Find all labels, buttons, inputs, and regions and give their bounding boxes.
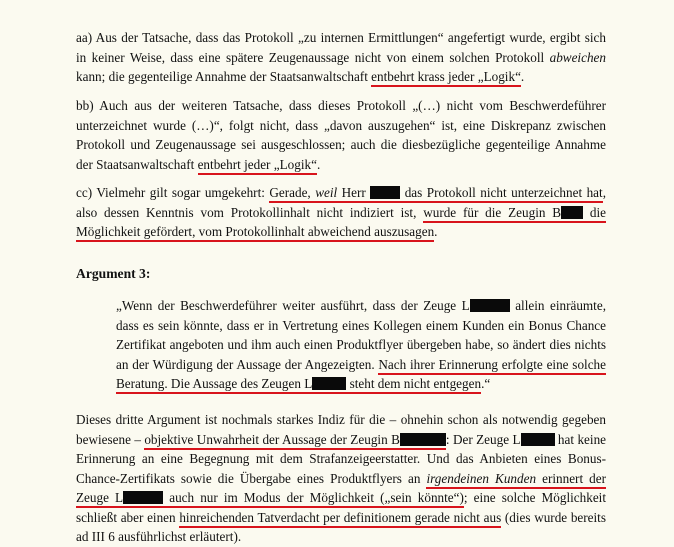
text: . [520, 69, 525, 84]
redaction-bar [521, 433, 555, 446]
text: Gerade, [269, 185, 316, 200]
redaction-bar [400, 433, 446, 446]
underlined-italic-text: irgendeinen Kunden [426, 471, 536, 489]
text: Dieses dritte Argument ist nochmals starkes Indiz für die – ohnehin schon als notwendig gegeben bewiesene – [76, 412, 606, 447]
text: . [316, 156, 321, 172]
paragraph-cc [76, 183, 606, 242]
italic-text: weil [315, 185, 338, 200]
text: die Möglichkeit gefördert, vom Protokollinhalt abweichend auszusagen [76, 204, 607, 239]
text: Herr [337, 185, 371, 200]
text: hat keine Erinnerung an eine Begegnung mit dem Strafanzeigeerstatter. Und das Anbieten eines Bonus-Chance-Zertifikats sowie die Übergabe eines Produktflyers an [76, 431, 607, 486]
text: Nach ihrer Erinnerung erfolgte eine solche Beratung. Die Aussage des Zeugen L [116, 356, 607, 391]
redaction-bar [470, 299, 510, 312]
quote-block [116, 296, 606, 394]
redaction-bar [370, 186, 400, 199]
underlined-text: hinreichenden Tatverdacht per definitionem gerade nicht aus [179, 510, 501, 528]
text: ; eine solche Möglichkeit schließt aber einen [76, 490, 606, 525]
redaction-bar [312, 377, 346, 390]
paragraph-argument-3 [76, 410, 606, 547]
redaction-bar [123, 491, 163, 504]
text: .“ [481, 376, 491, 391]
text: wurde für die Zeugin B [423, 204, 562, 220]
text: , also dessen Kenntnis vom Protokollinhalt nicht indiziert ist, [76, 185, 606, 220]
text: (dies wurde bereits ad III 6 ausführlichst erläutert). [76, 509, 606, 544]
underlined-text: entbehrt jeder „Logik“ [198, 157, 317, 175]
text: : Der Zeuge L [445, 431, 521, 447]
text: cc) Vielmehr gilt sogar umgekehrt: [76, 185, 270, 200]
text: kann; die gegenteilige Annahme der Staatsanwaltschaft [76, 69, 372, 84]
text: allein einräumte, dass es sein könnte, dass er in Vertretung eines Kollegen einem Kunden ein Bonus Chance Zertifikat angeboten und ihm auch einen Produktflyer übergeben habe, so ändert dies nichts an der Würdigung der Aussage der Angezeigten. [116, 298, 606, 372]
underlined-text [269, 185, 602, 203]
text: aa) Aus der Tatsache, dass das Protokoll „zu internen Ermittlungen“ angefertigt wurde, ergibt sich in keiner Weise, dass eine spätere Zeugenaussage nicht von einem solchen Protokoll [76, 30, 606, 65]
text: das Protokoll nicht unterzeichnet hat [400, 185, 603, 200]
text: erinnert der Zeuge L [76, 470, 606, 505]
text: bb) Auch aus der weiteren Tatsache, dass dieses Protokoll „(…) nicht vom Beschwerdeführer unterzeichnet wurde (…)“, folgt nicht, dass „davon auszugehen“ ist, eine Diskrepanz zwischen Protokoll und Zeugenaussage sei ausgeschlossen; auch die diesbezügliche gegenteilige Annahme der Staatsanwaltschaft [76, 98, 606, 172]
text: objektive Unwahrheit der Aussage der Zeugin B [144, 431, 400, 447]
text: auch nur im Modus der Möglichkeit („sein könnte“) [163, 490, 464, 505]
underlined-text [144, 432, 446, 450]
redaction-bar [561, 206, 583, 219]
text: steht dem nicht entgegen [346, 376, 482, 391]
paragraph-aa [76, 28, 606, 87]
italic-text: abweichen [549, 49, 606, 65]
text: „Wenn der Beschwerdeführer weiter ausführt, dass der Zeuge L [116, 298, 470, 313]
underlined-text: entbehrt krass jeder „Logik“ [371, 69, 521, 87]
section-heading: Argument 3: [76, 266, 151, 281]
paragraph-bb [76, 96, 606, 174]
text: . [434, 224, 438, 239]
